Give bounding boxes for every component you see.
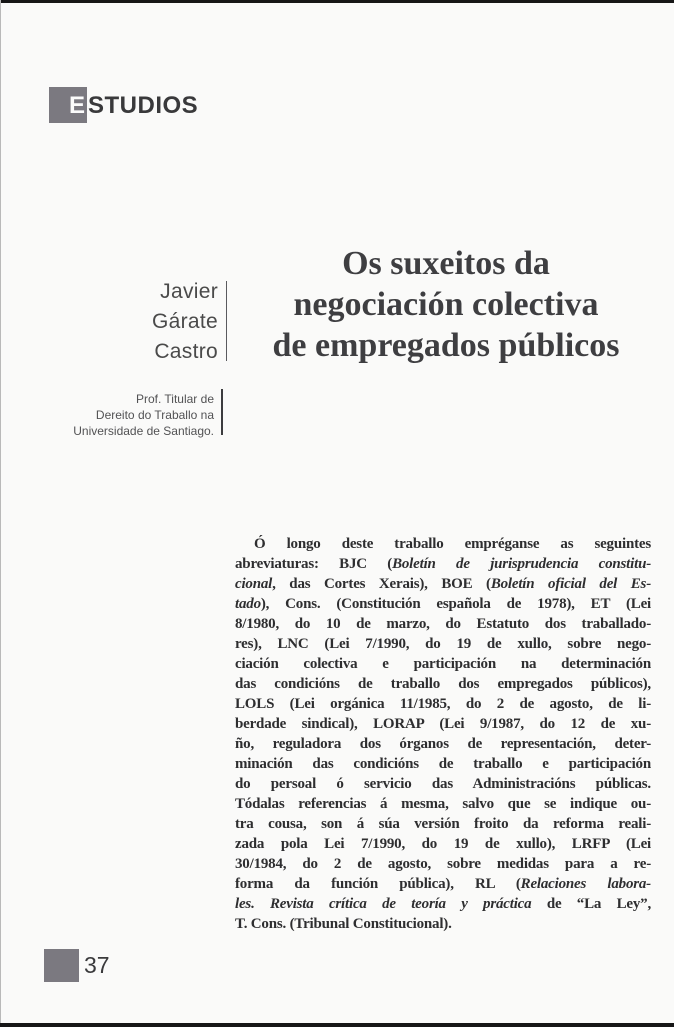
body-text-line bbox=[235, 774, 651, 794]
text-segment: de “La Ley”, bbox=[531, 896, 651, 912]
body-text-line bbox=[235, 914, 651, 934]
scan-left-edge bbox=[0, 0, 1, 1027]
text-segment: minación das condicións de traballo e participación bbox=[235, 756, 651, 772]
page-top-rule bbox=[0, 0, 674, 3]
body-text-line bbox=[235, 534, 651, 554]
text-segment: do persoal ó servicio das Administracións públicas. bbox=[235, 776, 651, 792]
page-footer bbox=[44, 949, 110, 982]
text-segment: tra cousa, son á súa versión froito da reforma reali- bbox=[235, 816, 651, 832]
author-name-line: Gárate bbox=[152, 310, 218, 333]
section-title-initial: E bbox=[68, 92, 85, 119]
text-segment: ño, reguladora dos órganos de representación, deter- bbox=[235, 736, 651, 752]
body-text-line bbox=[235, 734, 651, 754]
text-segment: , das Cortes Xerais), BOE ( bbox=[272, 576, 491, 592]
affiliation-line: Dereito do Traballo na bbox=[95, 408, 214, 422]
body-text-line bbox=[235, 614, 651, 634]
body-text-line bbox=[235, 554, 651, 574]
text-segment: das condicións de traballo dos empregados públicos), bbox=[235, 676, 651, 692]
body-text-line bbox=[235, 594, 651, 614]
text-segment: Ó longo deste traballo empréganse as seguintes bbox=[254, 536, 651, 552]
article-title-line: de empregados públicos bbox=[272, 327, 620, 364]
body-text-line bbox=[235, 654, 651, 674]
affiliation-line: Universidade de Santiago. bbox=[73, 424, 214, 438]
italic-text-segment: Relaciones labora- bbox=[520, 876, 651, 892]
author-name bbox=[58, 277, 218, 367]
text-segment: abreviaturas: BJC ( bbox=[235, 556, 393, 572]
text-segment: forma da función pública), RL ( bbox=[235, 876, 521, 892]
text-segment: 8/1980, do 10 de marzo, do Estatuto dos traballado- bbox=[235, 616, 651, 632]
affiliation-divider-rule bbox=[221, 389, 223, 435]
body-text-line bbox=[235, 894, 651, 914]
byline-divider-rule bbox=[226, 281, 227, 361]
body-text-line bbox=[235, 854, 651, 874]
article-title-line: negociación colectiva bbox=[293, 286, 599, 323]
text-segment: Tódalas referencias á mesma, salvo que se indique ou- bbox=[235, 796, 651, 812]
italic-text-segment: les. Revista crítica de teoría y práctica bbox=[235, 896, 532, 912]
body-text-line bbox=[235, 634, 651, 654]
page-number: 37 bbox=[84, 952, 110, 978]
body-text-line bbox=[235, 694, 651, 714]
footer-marker-square bbox=[44, 949, 79, 982]
article-title bbox=[234, 243, 658, 366]
text-segment: ), Cons. (Constitución española de 1978), ET (Lei bbox=[260, 596, 651, 612]
body-text-line bbox=[235, 714, 651, 734]
body-text-line bbox=[235, 794, 651, 814]
body-text-line bbox=[235, 574, 651, 594]
affiliation-line: Prof. Titular de bbox=[135, 392, 214, 406]
body-text-line bbox=[235, 754, 651, 774]
page-bottom-rule bbox=[0, 1023, 674, 1027]
body-text-line bbox=[235, 674, 651, 694]
text-segment: ciación colectiva e participación na determinación bbox=[235, 656, 651, 672]
italic-text-segment: cional bbox=[235, 576, 273, 592]
abbreviations-paragraph bbox=[235, 534, 651, 934]
section-title-rest: STUDIOS bbox=[88, 92, 199, 119]
author-affiliation bbox=[18, 391, 214, 439]
article-title-line: Os suxeitos da bbox=[342, 245, 550, 282]
italic-text-segment: tado bbox=[235, 596, 261, 612]
text-segment: berdade sindical), LORAP (Lei 9/1987, do 12 de xu- bbox=[235, 716, 651, 732]
text-segment: 30/1984, do 2 de agosto, sobre medidas para a re- bbox=[235, 856, 651, 872]
author-name-line: Javier bbox=[160, 280, 218, 303]
text-segment: zada pola Lei 7/1990, do 19 de xullo), LRFP (Lei bbox=[235, 836, 651, 852]
body-text-line bbox=[235, 874, 651, 894]
body-text-line bbox=[235, 834, 651, 854]
italic-text-segment: Boletín de jurisprudencia constitu- bbox=[392, 556, 652, 572]
text-segment: T. Cons. (Tribunal Constitucional). bbox=[235, 916, 452, 932]
text-segment: res), LNC (Lei 7/1990, do 19 de xullo, sobre nego- bbox=[235, 636, 651, 652]
body-text-line bbox=[235, 814, 651, 834]
author-name-line: Castro bbox=[154, 340, 218, 363]
italic-text-segment: Boletín oficial del Es- bbox=[490, 576, 651, 592]
text-segment: LOLS (Lei orgánica 11/1985, do 2 de agosto, de li- bbox=[235, 696, 651, 712]
